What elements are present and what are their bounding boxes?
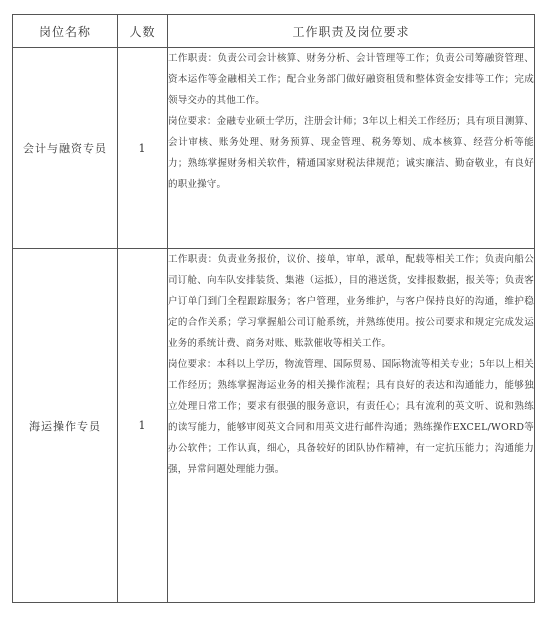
table-header-row [13,15,535,48]
header-duties-requirements: 工作职责及岗位要求 [168,15,535,48]
duties-requirements-cell [168,249,535,603]
position-name-cell: 海运操作专员 [13,249,118,603]
position-name-cell: 会计与融资专员 [13,48,118,249]
header-headcount: 人数 [118,15,168,48]
duties-requirements-cell [168,48,535,249]
table-row [13,48,535,249]
table-row [13,249,535,603]
duties-text: 工作职责：负责公司会计核算、财务分析、会计管理等工作；负责公司筹融资管理、资本运作等金融相关工作；配合业务部门做好融资租赁和整体资金安排等工作；完成领导交办的其他工作。 [168,53,534,106]
duties-text: 工作职责：负责业务报价，议价、接单，审单，派单，配载等相关工作；负责向船公司订舱、向车队安排装货、集港（运抵），目的港送货，安排报数据，报关等；负责客户订单门到门全程跟踪服务；客户管理，业务维护，与客户保持良好的沟通，维护稳定的合作关系；学习掌握船公司订舱系统，并熟练使用。按公司要求和规定完成发运业务的系统计费、商务对账、账款催收等相关工作。 [168,254,534,349]
headcount-cell: 1 [118,249,168,603]
header-position-name: 岗位名称 [13,15,118,48]
job-table [12,14,535,603]
requirements-text: 岗位要求：本科以上学历，物流管理、国际贸易、国际物流等相关专业；5年以上相关工作经历；熟练掌握海运业务的相关操作流程；具有良好的表达和沟通能力，能够独立处理日常工作；要求有很强的服务意识，有责任心；具有流利的英文听、说和熟练的读写能力，能够审阅英文合同和用英文进行邮件沟通；熟练操作EXCEL/WORD等办公软件；工作认真，细心，具备较好的团队协作精神，有一定抗压能力；沟通能力强，异常问题处理能力强。 [168,359,534,475]
requirements-text: 岗位要求：金融专业硕士学历，注册会计师；3年以上相关工作经历；具有项目测算、会计审核、账务处理、财务预算、现金管理、税务筹划、成本核算、经营分析等能力；熟练掌握财务相关软件，精通国家财税法律规范；诚实廉洁、勤奋敬业，有良好的职业操守。 [168,116,534,190]
headcount-cell: 1 [118,48,168,249]
